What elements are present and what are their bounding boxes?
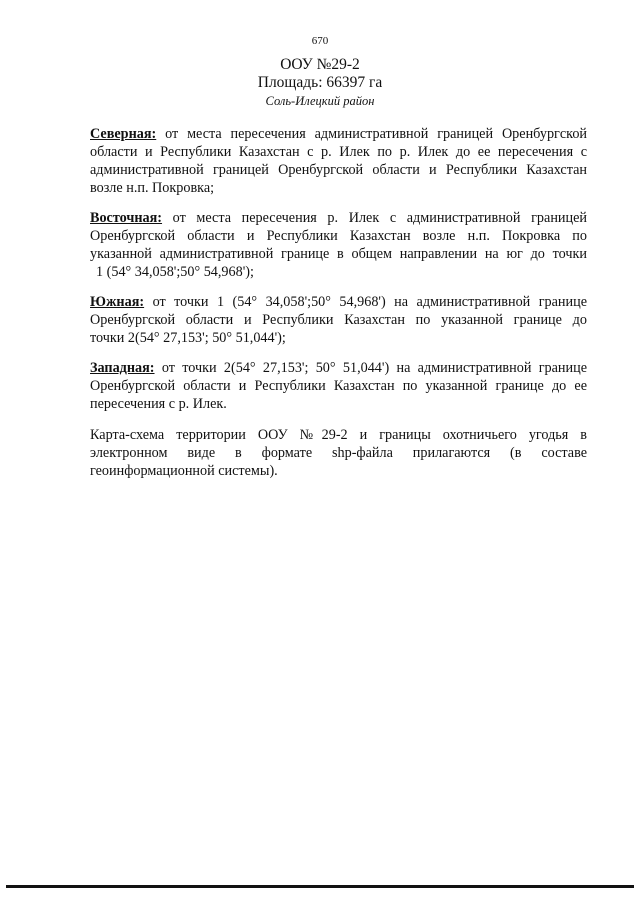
- north-border-line-3: административной границей Оренбургской области и Республики Казахстан: [90, 162, 587, 178]
- east-border-line-1: от места пересечения р. Илек с административной границей: [172, 210, 587, 226]
- north-border-line-4: возле н.п. Покровка;: [90, 180, 215, 196]
- page-number: 670: [311, 35, 329, 47]
- south-border-line-1: от точки 1 (54° 34,058';50° 54,968') на административной границе: [152, 294, 587, 310]
- east-border-paragraph: [90, 209, 587, 281]
- area-line: Площадь: 66397 га: [257, 74, 383, 91]
- west-border-paragraph: [90, 359, 587, 413]
- east-border-label: Восточная:: [90, 210, 163, 226]
- map-note-line-2: электронном виде в формате shp-файла прилагаются (в составе: [90, 445, 587, 461]
- map-note-line-3: геоинформационной системы).: [90, 463, 278, 479]
- east-border-line-2: Оренбургской области и Республики Казахстан возле н.п. Покровка по: [90, 228, 587, 244]
- west-border-line-1: от точки 2(54° 27,153'; 50° 51,044') на административной границе: [161, 360, 587, 376]
- south-border-paragraph: [90, 293, 587, 347]
- south-border-line-2: Оренбургской области и Республики Казахстан по указанной границе до: [90, 312, 587, 328]
- south-border-label: Южная:: [90, 294, 145, 310]
- north-border-line-2: области и Республики Казахстан с р. Илек по р. Илек до ее пересечения с: [90, 144, 587, 160]
- north-border-line-1: от места пересечения административной границей Оренбургской: [165, 126, 588, 142]
- west-border-label: Западная:: [90, 360, 155, 376]
- map-note-paragraph: [90, 426, 587, 480]
- north-border-label: Северная:: [90, 126, 157, 142]
- document-title: ООУ №29-2: [280, 56, 360, 73]
- east-border-line-3: указанной административной границе в общем направлении на юг до точки: [90, 246, 587, 262]
- bottom-rule: [6, 885, 634, 888]
- district-line: Соль-Илецкий район: [265, 94, 375, 108]
- west-border-line-3: пересечения с р. Илек.: [90, 396, 227, 412]
- north-border-paragraph: [90, 125, 587, 197]
- south-border-line-3: точки 2(54° 27,153'; 50° 51,044');: [90, 330, 286, 346]
- map-note-line-1: Карта-схема территории ООУ №29-2 и границы охотничьего угодья в: [90, 427, 587, 443]
- west-border-line-2: Оренбургской области и Республики Казахстан по указанной границе до ее: [90, 378, 587, 394]
- east-border-line-4: 1 (54° 34,058';50° 54,968');: [96, 264, 254, 280]
